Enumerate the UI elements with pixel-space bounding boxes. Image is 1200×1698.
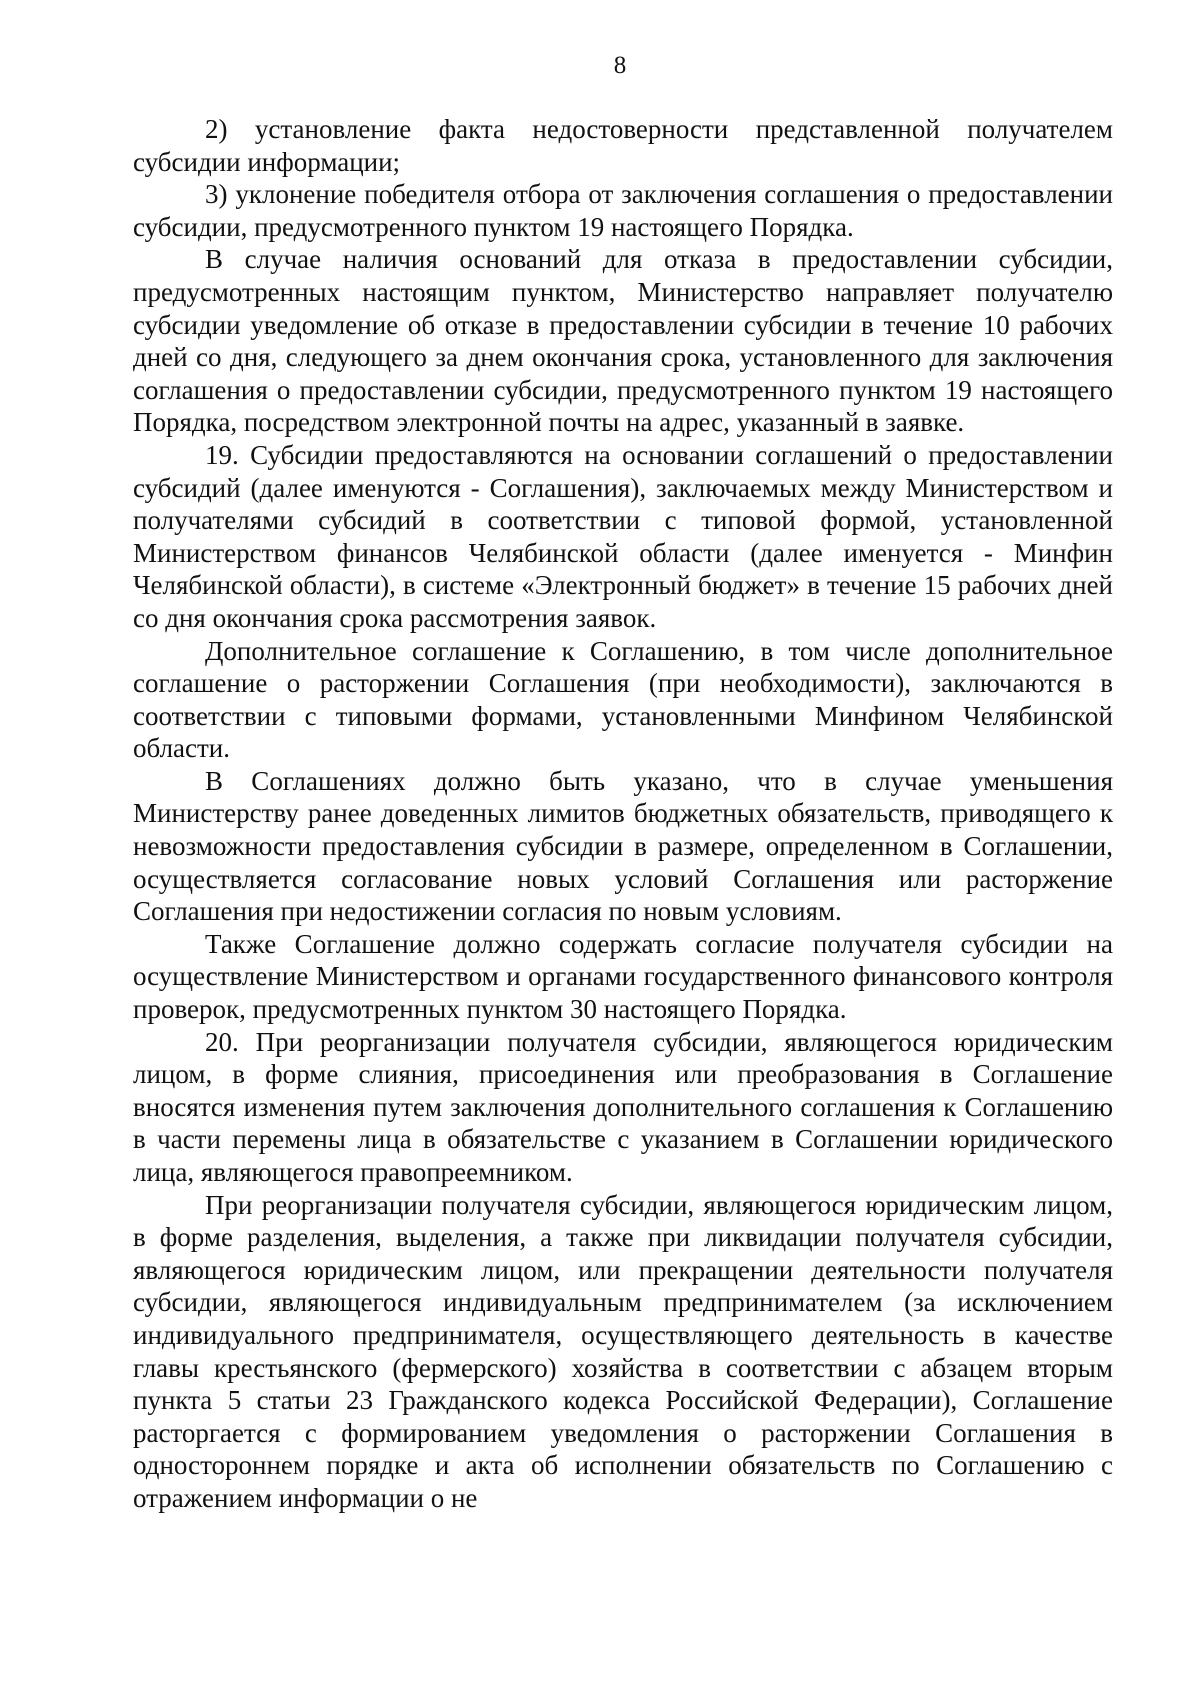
paragraph-refusal-notice: В случае наличия оснований для отказа в предоставлении субсидии, предусмотренных настоящим пунктом, Министерство направляет получателю субсидии уведомление об отказе в предоставлении субсидии в течение 10 рабочих дней со дня, следующего за днем окончания срока, установленного для заключения соглашения о предоставлении субсидии, предусмотренного пунктом 19 настоящего Порядка, посредством электронной почты на адрес, указанный в заявке. xyxy=(133,244,1113,438)
paragraph-item-3: 3) уклонение победителя отбора от заключения соглашения о предоставлении субсидии, предусмотренного пунктом 19 настоящего Порядка. xyxy=(133,179,1113,242)
paragraph-limits-reduction: В Соглашениях должно быть указано, что в случае уменьшения Министерству ранее доведенных лимитов бюджетных обязательств, приводящего к невозможности предоставления субсидии в размере, определенном в Соглашении, осуществляется согласование новых условий Соглашения или расторжение Соглашения при недостижении согласия по новым условиям. xyxy=(133,765,1113,927)
page-number: 8 xyxy=(613,52,627,79)
paragraph-reorganization: При реорганизации получателя субсидии, являющегося юридическим лицом, в форме разделения, выделения, а также при ликвидации получателя субсидии, являющегося юридическим лицом, или прекращении деятельности получателя субсидии, являющегося индивидуальным предпринимателем (за исключением индивидуального предпринимателя, осуществляющего деятельность в качестве главы крестьянского (фермерского) хозяйства в соответствии с абзацем вторым пункта 5 статьи 23 Гражданского кодекса Российской Федерации), Соглашение расторгается с формированием уведомления о расторжении Соглашения в одностороннем порядке и акта об исполнении обязательств по Соглашению с отражением информации о не xyxy=(133,1189,1113,1513)
paragraph-clause-20: 20. При реорганизации получателя субсидии, являющегося юридическим лицом, в форме слияния, присоединения или преобразования в Соглашение вносятся изменения путем заключения дополнительного соглашения к Соглашению в части перемены лица в обязательстве с указанием в Соглашении юридического лица, являющегося правопреемником. xyxy=(133,1026,1113,1187)
paragraph-audit-consent: Также Соглашение должно содержать согласие получателя субсидии на осуществление Министерством и органами государственного финансового контроля проверок, предусмотренных пунктом 30 настоящего Порядка. xyxy=(133,928,1113,1025)
paragraph-additional-agreement: Дополнительное соглашение к Соглашению, в том числе дополнительное соглашение о расторжении Соглашения (при необходимости), заключаются в соответствии с типовыми формами, установленными Минфином Челябинской области. xyxy=(133,635,1113,764)
paragraph-item-2: 2) установление факта недостоверности представленной получателем субсидии информации; xyxy=(133,114,1113,177)
document-body xyxy=(133,113,1113,1515)
paragraph-clause-19: 19. Субсидии предоставляются на основании соглашений о предоставлении субсидий (далее именуются - Соглашения), заключаемых между Министерством и получателями субсидий в соответствии с типовой формой, установленной Министерством финансов Челябинской области (далее именуется - Минфин Челябинской области), в системе «Электронный бюджет» в течение 15 рабочих дней со дня окончания срока рассмотрения заявок. xyxy=(133,439,1113,633)
